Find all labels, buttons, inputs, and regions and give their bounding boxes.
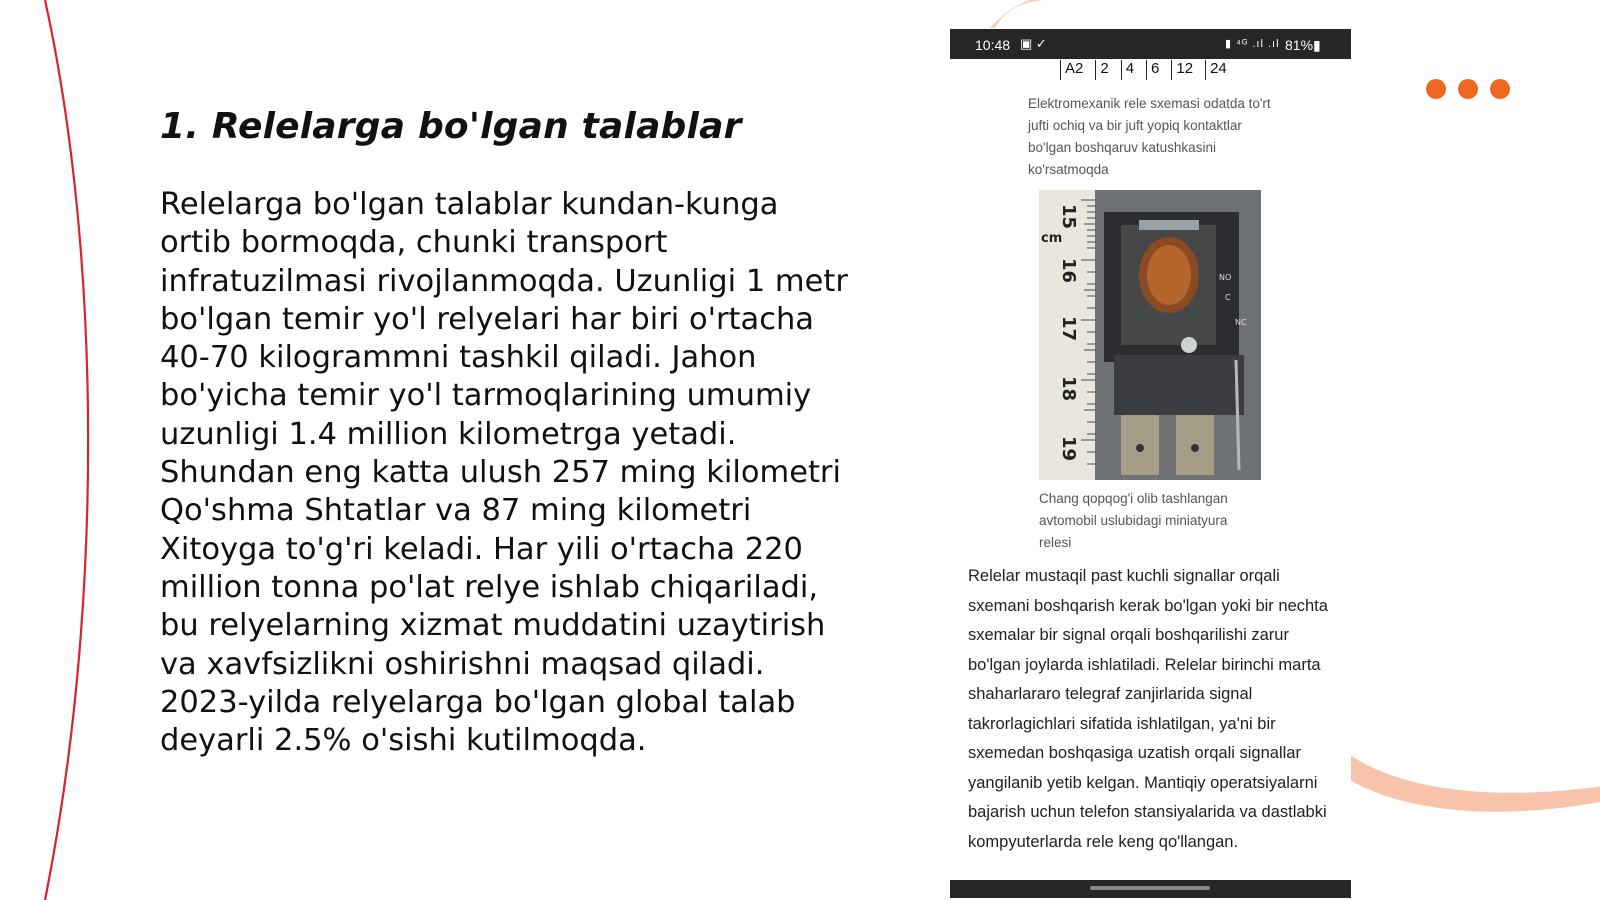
svg-text:17: 17 (1058, 316, 1079, 342)
phone-screenshot (950, 29, 1351, 898)
svg-text:15: 15 (1058, 204, 1079, 230)
signal-icon: ▮ ⁴ᴳ .ıl .ıl (1225, 38, 1280, 50)
svg-text:NO: NO (1219, 273, 1232, 282)
tab-6[interactable]: 6 (1146, 60, 1171, 80)
size-tabs (1060, 60, 1239, 80)
notification-icons: ▣ ✓ (1020, 36, 1047, 51)
image-caption-top: Elektromexanik rele sxemasi odatda to'rt jufti ochiq va bir juft yopiq kontaktlar bo'lgan boshqaruv katushkasini ko'rsatmoqda (1028, 96, 1271, 177)
svg-text:NC: NC (1235, 318, 1247, 327)
svg-text:18: 18 (1058, 376, 1079, 402)
relay-photo[interactable] (1039, 190, 1261, 480)
decorative-swoosh-bottom (1350, 740, 1600, 820)
dot-3 (1490, 79, 1510, 99)
svg-text:19: 19 (1058, 436, 1079, 462)
slide-title: 1. Relelarga bo'lgan talablar (160, 106, 742, 147)
tab-4[interactable]: 4 (1121, 60, 1146, 80)
slide-body-text: Relelarga bo'lgan talablar kundan-kunga ortib bormoqda, chunki transport infratuzilmasi rivojlanmoqda. Uzunligi 1 metr bo'lgan temir yo'l relyelari har biri o'rtacha 40-70 kilogrammni tashkil qiladi. Jahon bo'yicha temir yo'l tarmoqlarining umumiy uzunligi 1.4 million kilometrga yetadi. Shundan eng katta ulush 257 ming kilometri Qo'shma Shtatlar va 87 ming kilometri Xitoyga to'g'ri keladi. Har yili o'rtacha 220 million tonna po'lat relye ishlab chiqariladi, bu relyelarning xizmat muddatini uzaytirish va xavfsizlikni oshirishni maqsad qiladi. 2023-yilda relyelarga bo'lgan global talab deyarli 2.5% o'sishi kutilmoqda. (160, 187, 848, 759)
tab-24[interactable]: 24 (1205, 60, 1239, 80)
battery-icon: 81%▮ (1285, 37, 1321, 53)
decorative-dots (1426, 79, 1510, 99)
article-text: Relelar mustaqil past kuchli signallar orqali sxemani boshqarish kerak bo'lgan yoki bir nechta sxemalar bir signal orqali boshqarilishi zarur bo'lgan joylarda ishlatiladi. Relelar birinchi marta shaharlararo telegraf zanjirlarida signal takrorlagichlari sifatida ishlatilgan, ya'ni bir sxemedan boshqasiga uzatish orqali signallar yangilanib yetib kelgan. Mantiqiy operatsiyalarni bajarish uchun telefon stansiyalarida va dastlabki kompyuterlarda rele keng qo'llangan. (968, 567, 1328, 851)
svg-text:16: 16 (1058, 258, 1079, 284)
image-caption-bottom: Chang qopqog'i olib tashlangan avtomobil uslubidagi miniatyura relesi (1039, 491, 1228, 550)
decorative-arc (0, 0, 120, 900)
status-bar (950, 29, 1351, 59)
navigation-bar (950, 880, 1351, 898)
dot-2 (1458, 79, 1478, 99)
dot-1 (1426, 79, 1446, 99)
home-indicator[interactable] (1090, 886, 1210, 890)
tab-2[interactable]: 2 (1095, 60, 1120, 80)
tab-12[interactable]: 12 (1171, 60, 1205, 80)
status-time: 10:48 (975, 37, 1011, 53)
tab-a2[interactable]: A2 (1060, 60, 1095, 80)
svg-text:C: C (1225, 293, 1231, 302)
decorative-swoosh-top (990, 0, 1050, 30)
svg-text:cm: cm (1041, 231, 1063, 246)
